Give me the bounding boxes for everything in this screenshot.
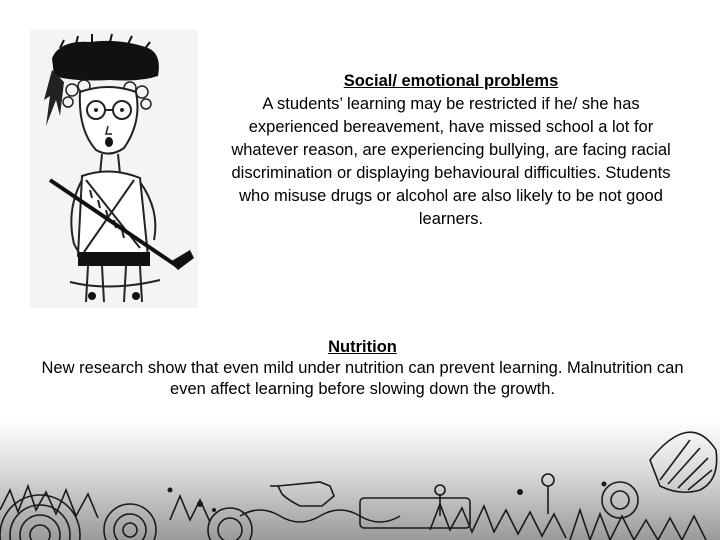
nutrition-section (40, 337, 685, 400)
social-emotional-body: A students’ learning may be restricted if he/ she has experienced bereavement, have missed school a lot for whatever reason, are experiencing bullying, are facing racial discrimination or displaying behavioural difficulties. Students who misuse drugs or alcohol are also likely to be not good learners. (231, 95, 671, 228)
social-emotional-section (222, 70, 680, 231)
nutrition-heading: Nutrition (328, 338, 397, 356)
cartoon-student-illustration (30, 30, 198, 308)
social-emotional-heading: Social/ emotional problems (343, 72, 559, 90)
doodle-border-decoration (0, 420, 720, 540)
nutrition-body: New research show that even mild under nutrition can prevent learning. Malnutrition can even affect learning before slowing down the growth. (41, 359, 684, 398)
